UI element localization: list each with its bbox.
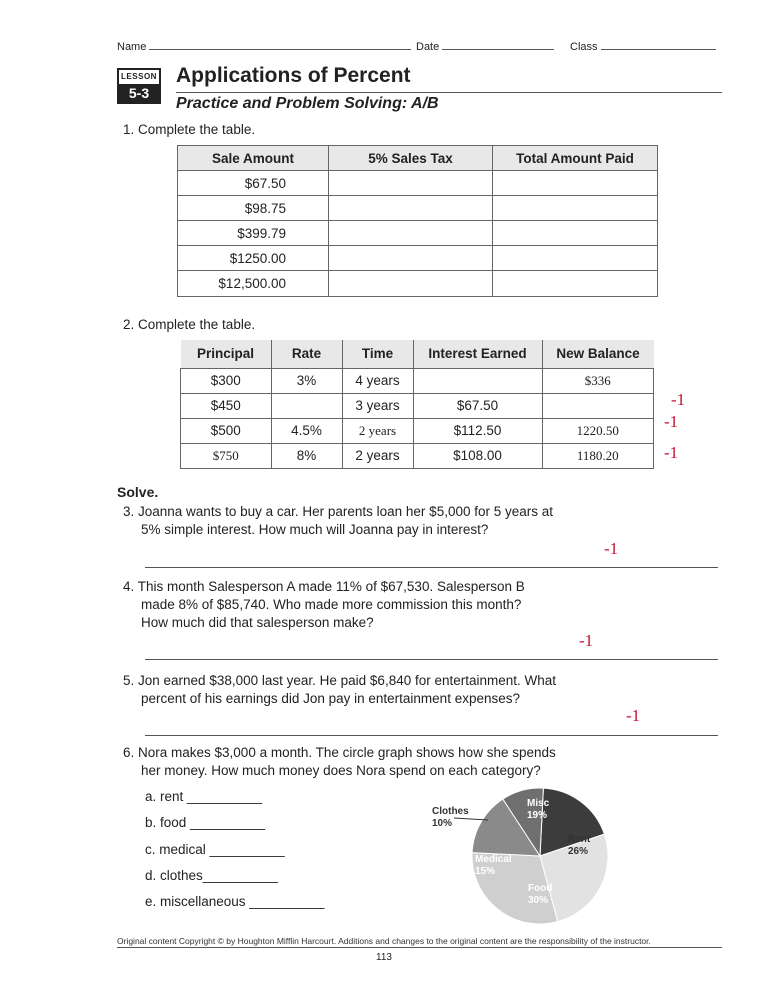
q5-answer-line[interactable] — [145, 735, 718, 736]
q4-answer-line[interactable] — [145, 659, 718, 660]
q2-time-handwritten[interactable]: 2 years — [342, 418, 413, 443]
q2-balance-handwritten[interactable]: $336 — [542, 368, 654, 393]
q1-sale-cell: $67.50 — [178, 171, 329, 196]
page-title: Applications of Percent — [176, 64, 411, 87]
table-row — [178, 171, 658, 196]
name-label: Name — [117, 41, 147, 53]
grading-mark: -1 — [664, 443, 679, 462]
name-field — [117, 38, 411, 53]
q1-tax-cell[interactable] — [329, 196, 493, 221]
table-row — [181, 418, 654, 443]
q5-prompt — [123, 672, 556, 708]
pie-pct-clothes: 10% — [432, 818, 453, 829]
q6-line-2: her money. How much money does Nora spend on each category? — [141, 763, 541, 778]
q6-item-misc[interactable]: e. miscellaneous __________ — [145, 894, 325, 909]
lesson-number: 5-3 — [119, 84, 159, 102]
q4-line-1: 4. This month Salesperson A made 11% of $67,530. Salesperson B — [123, 579, 525, 594]
q2-header-principal: Principal — [181, 340, 272, 368]
q2-header-time: Time — [342, 340, 413, 368]
solve-heading: Solve. — [117, 484, 159, 500]
table-row — [181, 368, 654, 393]
q2-interest: $67.50 — [413, 393, 542, 418]
q2-header-interest: Interest Earned — [413, 340, 542, 368]
pie-label-rent: Rent — [568, 834, 591, 845]
grading-mark: -1 — [579, 631, 594, 650]
table-row — [178, 196, 658, 221]
pie-pct-medical: 15% — [475, 866, 496, 877]
table-row — [181, 443, 654, 468]
grading-mark: -1 — [671, 390, 686, 409]
q6-prompt — [123, 744, 556, 780]
q1-tax-cell[interactable] — [329, 171, 493, 196]
table-row — [181, 393, 654, 418]
q2-time: 4 years — [342, 368, 413, 393]
q2-prompt: 2. Complete the table. — [123, 317, 256, 332]
interest-table — [180, 340, 654, 469]
date-label: Date — [416, 41, 440, 53]
q6-item-clothes[interactable]: d. clothes__________ — [145, 868, 278, 883]
table-row — [178, 221, 658, 246]
q2-balance-handwritten[interactable]: 1220.50 — [542, 418, 654, 443]
spending-pie-chart — [420, 776, 620, 936]
q6-item-rent[interactable]: a. rent __________ — [145, 789, 263, 804]
pie-pct-rent: 26% — [568, 846, 589, 857]
q2-principal: $300 — [181, 368, 272, 393]
q2-header-balance: New Balance — [542, 340, 654, 368]
q2-balance-handwritten[interactable]: 1180.20 — [542, 443, 654, 468]
name-blank[interactable] — [149, 38, 411, 50]
q1-tax-cell[interactable] — [329, 271, 493, 297]
q1-tax-cell[interactable] — [329, 221, 493, 246]
q4-prompt — [123, 578, 525, 632]
q2-interest[interactable] — [413, 368, 542, 393]
table-row — [178, 271, 658, 297]
class-blank[interactable] — [601, 38, 716, 50]
q2-rate: 4.5% — [271, 418, 342, 443]
copyright-footer: Original content Copyright © by Houghton Mifflin Harcourt. Additions and changes to the original content are the responsibility of the instructor. — [117, 936, 651, 946]
grading-mark: -1 — [664, 412, 679, 431]
q1-header-sale: Sale Amount — [178, 146, 329, 171]
q1-total-cell[interactable] — [493, 171, 658, 196]
q1-header-total: Total Amount Paid — [493, 146, 658, 171]
grading-mark: -1 — [626, 706, 641, 725]
q1-sale-cell: $399.79 — [178, 221, 329, 246]
q1-tax-cell[interactable] — [329, 246, 493, 271]
q6-item-medical[interactable]: c. medical __________ — [145, 842, 285, 857]
date-field — [416, 38, 554, 53]
q2-interest: $108.00 — [413, 443, 542, 468]
footer-divider — [117, 947, 722, 948]
title-divider — [176, 92, 722, 93]
pie-label-clothes: Clothes — [432, 806, 469, 817]
q2-rate: 3% — [271, 368, 342, 393]
q5-line-2: percent of his earnings did Jon pay in entertainment expenses? — [141, 691, 520, 706]
table-row — [178, 246, 658, 271]
class-label: Class — [570, 41, 598, 53]
lesson-badge — [117, 68, 161, 104]
q4-line-3: How much did that salesperson make? — [141, 615, 374, 630]
lesson-label: LESSON — [121, 72, 157, 81]
date-blank[interactable] — [442, 38, 554, 50]
grading-mark: -1 — [604, 539, 619, 558]
q2-balance[interactable] — [542, 393, 654, 418]
q2-rate[interactable] — [271, 393, 342, 418]
q3-prompt — [123, 503, 553, 539]
q1-header-tax: 5% Sales Tax — [329, 146, 493, 171]
pie-pct-misc: 19% — [527, 810, 548, 821]
q2-interest: $112.50 — [413, 418, 542, 443]
q1-sale-cell: $12,500.00 — [178, 271, 329, 297]
page-number: 113 — [376, 952, 392, 963]
pie-label-misc: Misc — [527, 798, 550, 809]
q3-answer-line[interactable] — [145, 567, 718, 568]
q2-rate: 8% — [271, 443, 342, 468]
page-subtitle: Practice and Problem Solving: A/B — [176, 95, 439, 112]
q1-total-cell[interactable] — [493, 196, 658, 221]
pie-label-food: Food — [528, 883, 553, 894]
pie-label-medical: Medical — [475, 854, 512, 865]
q6-item-food[interactable]: b. food __________ — [145, 815, 266, 830]
q1-total-cell[interactable] — [493, 221, 658, 246]
q1-total-cell[interactable] — [493, 271, 658, 297]
q1-sale-cell: $98.75 — [178, 196, 329, 221]
pie-pct-food: 30% — [528, 895, 549, 906]
q2-principal: $450 — [181, 393, 272, 418]
q2-header-rate: Rate — [271, 340, 342, 368]
q2-principal: $500 — [181, 418, 272, 443]
q1-sale-cell: $1250.00 — [178, 246, 329, 271]
class-field — [570, 38, 716, 53]
q5-line-1: 5. Jon earned $38,000 last year. He paid $6,840 for entertainment. What — [123, 673, 557, 688]
q1-total-cell[interactable] — [493, 246, 658, 271]
q2-time: 2 years — [342, 443, 413, 468]
q4-line-2: made 8% of $85,740. Who made more commission this month? — [141, 597, 522, 612]
q1-prompt: 1. Complete the table. — [123, 122, 256, 137]
q3-line-1: 3. Joanna wants to buy a car. Her parents loan her $5,000 for 5 years at — [123, 504, 554, 519]
sales-tax-table — [177, 145, 658, 297]
q6-line-1: 6. Nora makes $3,000 a month. The circle graph shows how she spends — [123, 745, 556, 760]
q2-time: 3 years — [342, 393, 413, 418]
q2-principal-handwritten[interactable]: $750 — [181, 443, 272, 468]
q3-line-2: 5% simple interest. How much will Joanna pay in interest? — [141, 522, 489, 537]
